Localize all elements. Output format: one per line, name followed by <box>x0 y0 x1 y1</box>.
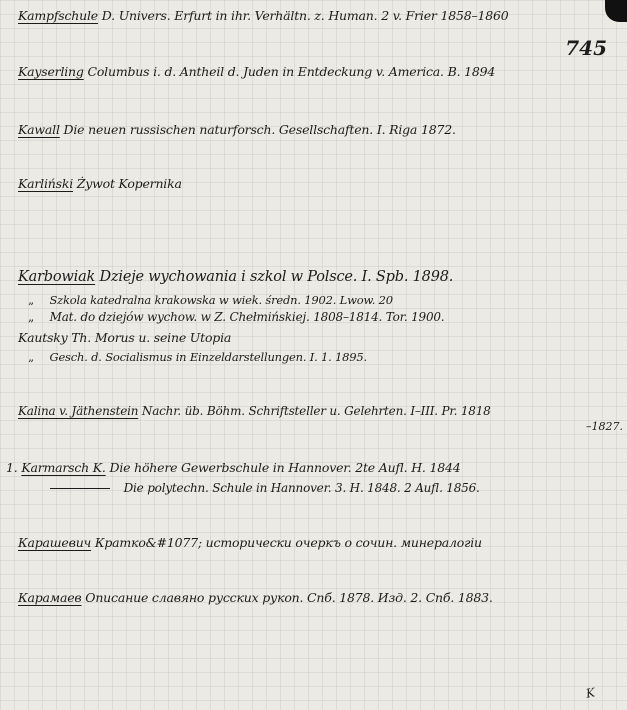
entry-karbowiak <box>18 269 453 285</box>
entry-karmarsch <box>6 460 460 475</box>
ditto-underline <box>50 488 110 489</box>
entry-karamaev <box>18 590 493 605</box>
entry-text: Szkola katedralna krakowska w wiek. średn. 1902. Lwow. 20 <box>49 293 393 307</box>
entry-text: Die polytechn. Schule in Hannover. 3. H. 1848. 2 Aufl. 1856. <box>123 481 480 495</box>
entry-heading: Kawall <box>18 122 60 137</box>
entry-heading: Kalina v. Jäthenstein <box>18 404 139 418</box>
entry-text: Columbus i. d. Antheil d. Juden in Entdeckung v. America. B. 1894 <box>87 64 496 79</box>
entry-text: Кратко&#1077; исторически очеркъ о сочин. минералогіи <box>94 535 482 550</box>
entry-karashevich <box>18 535 482 550</box>
entry-number: 1. <box>6 460 18 475</box>
entry-kautsky <box>18 330 231 345</box>
entry-text: Nachr. üb. Böhm. Schriftsteller u. Gelehrten. I–III. Pr. 1818 <box>141 404 491 418</box>
entry-karbowiak-sub2 <box>18 310 444 324</box>
entry-kalina-years: –1827. <box>586 420 623 433</box>
entry-text: Mat. do dziejów wychow. w Z. Chełmińskiej. 1808–1814. Tor. 1900. <box>49 310 445 324</box>
corner-mark: K <box>584 685 597 701</box>
ditto-mark: „ <box>28 350 34 364</box>
entry-text: D. Univers. Erfurt in ihr. Verhältn. z. Human. 2 v. Frier 1858–1860 <box>101 8 509 23</box>
entry-karbowiak-sub1 <box>18 293 393 307</box>
entry-kayserling <box>18 64 495 79</box>
entry-kawall <box>18 122 456 137</box>
entry-karlinski <box>18 176 182 191</box>
entry-kalina <box>18 404 491 418</box>
card-corner-edge <box>605 0 627 22</box>
entry-text: Dzieje wychowania i szkol w Polsce. I. Spb. 1898. <box>99 269 454 285</box>
entry-heading: Kayserling <box>18 64 84 79</box>
entry-heading: Карамаев <box>18 590 82 605</box>
ditto-mark: „ <box>27 310 35 324</box>
entry-text: Gesch. d. Socialismus in Einzeldarstellungen. I. 1. 1895. <box>49 350 367 364</box>
entry-text: Żywot Kopernika <box>76 176 182 191</box>
entry-heading: Karliński <box>18 176 73 191</box>
entry-kautsky-sub1 <box>18 350 367 364</box>
entry-heading: Kampfschule <box>18 8 98 23</box>
entry-text: Описание славяно русских рукоп. Спб. 1878. Изд. 2. Спб. 1883. <box>85 590 493 605</box>
entry-heading: Карашевич <box>18 535 92 550</box>
ditto-mark: „ <box>28 293 34 307</box>
entry-heading: Kautsky <box>18 330 68 345</box>
entry-text: Die höhere Gewerbschule in Hannover. 2te Aufl. H. 1844 <box>109 460 461 475</box>
entry-text: Die neuen russischen naturforsch. Gesellschaften. I. Riga 1872. <box>63 122 456 137</box>
entry-heading: Karbowiak <box>18 269 96 285</box>
entry-kampfschule <box>18 8 509 23</box>
entry-heading: Karmarsch K. <box>21 460 106 475</box>
page-number: 745 <box>565 36 607 60</box>
entry-text: Th. Morus u. seine Utopia <box>71 330 232 345</box>
entry-karmarsch-sub1 <box>40 481 480 495</box>
